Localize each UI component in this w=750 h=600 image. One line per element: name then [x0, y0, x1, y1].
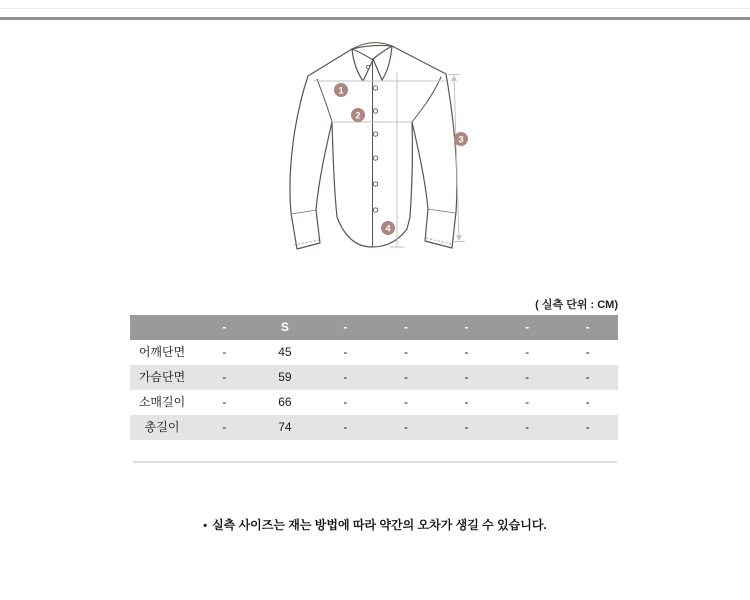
top-divider [0, 17, 750, 20]
row-label: 총길이 [144, 420, 180, 434]
header-cell: - [315, 315, 376, 340]
cell: - [343, 345, 348, 359]
header-cell: - [376, 315, 437, 340]
header-cell: - [194, 315, 255, 340]
cell: - [464, 420, 469, 434]
row-label: 소매길이 [138, 395, 186, 409]
header-cell-size-s: S [255, 315, 316, 340]
bottom-divider [133, 461, 617, 463]
cell: - [585, 395, 590, 409]
shirt-illustration [280, 32, 480, 260]
table-row-sleeve [130, 390, 618, 415]
cell: - [585, 420, 590, 434]
cell: - [403, 420, 408, 434]
marker-4 [381, 221, 395, 235]
size-footnote [0, 516, 750, 533]
cell: - [403, 395, 408, 409]
collar-button [366, 65, 369, 68]
cell: - [464, 370, 469, 384]
cell: - [525, 395, 530, 409]
marker-2-number: 2 [355, 110, 361, 122]
cell: - [525, 420, 530, 434]
cell: - [343, 420, 348, 434]
shirt-body-outline [290, 45, 457, 249]
row-label: 가슴단면 [138, 370, 186, 384]
table-row-chest [130, 365, 618, 390]
size-table-header-row [130, 315, 618, 340]
size-table [130, 315, 618, 440]
cell: - [403, 370, 408, 384]
cell: - [464, 395, 469, 409]
cell: 45 [278, 345, 292, 359]
header-cell: - [497, 315, 558, 340]
cell: 59 [278, 370, 292, 384]
cell: 66 [278, 395, 292, 409]
footnote-bullet: • [203, 520, 208, 532]
cell: - [343, 370, 348, 384]
cell: - [525, 370, 530, 384]
header-cell-label [130, 315, 194, 340]
unit-note: ( 실측 단위 : CM) [535, 299, 618, 311]
cell: - [222, 370, 227, 384]
marker-3 [454, 132, 468, 146]
cell: - [403, 345, 408, 359]
header-cell: - [557, 315, 618, 340]
cell: - [464, 345, 469, 359]
marker-1-number: 1 [338, 85, 344, 97]
cell: - [222, 420, 227, 434]
cell: - [222, 395, 227, 409]
cell: - [585, 370, 590, 384]
cell: - [343, 395, 348, 409]
cell: - [525, 345, 530, 359]
row-label: 어깨단면 [138, 345, 186, 359]
footnote-text: 실측 사이즈는 재는 방법에 따라 약간의 오차가 생길 수 있습니다. [212, 518, 547, 532]
cell: - [585, 345, 590, 359]
marker-1 [334, 83, 348, 97]
top-divider-thin [0, 8, 750, 9]
header-cell: - [436, 315, 497, 340]
cell: 74 [278, 420, 292, 434]
shirt-measurement-diagram [280, 32, 480, 260]
table-row-shoulder [130, 340, 618, 365]
table-row-total-length [130, 415, 618, 440]
marker-4-number: 4 [385, 223, 391, 235]
marker-3-number: 3 [458, 134, 464, 146]
marker-2 [351, 108, 365, 122]
cell: - [222, 345, 227, 359]
